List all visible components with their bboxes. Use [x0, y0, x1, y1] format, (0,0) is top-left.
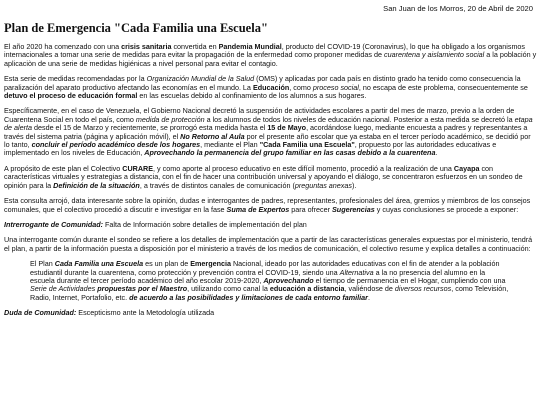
- text-run: proceso social: [312, 82, 359, 92]
- text-run: .: [435, 148, 438, 158]
- text-run: diversos recursos: [394, 284, 452, 294]
- text-run: , producto del COVID-19 (Coronavirus), lo que ha obligado a los organismos internacionales a tomar una serie de medidas para evitar la propagación de la enfermedad como proponer medidas de: [4, 42, 526, 60]
- text-run: Escepticismo ante la Metodología utilizada: [76, 308, 215, 318]
- text-run: Falta de Información sobre detalles de implementación del plan: [103, 219, 307, 229]
- text-run: Cayapa: [453, 163, 480, 173]
- document-body: [4, 43, 537, 325]
- text-run: , como Televisión, Radio, Internet, Portafolio, etc.: [30, 284, 509, 302]
- text-run: , acordándose luego, mediante encuesta a padres y representantes a través del sistema patria (página y aplicación móvil), el: [4, 123, 528, 141]
- text-run: Aprovechando: [263, 275, 314, 285]
- text-run: Suma de Expertos: [226, 204, 290, 214]
- text-run: propuestas por el Maestro: [97, 284, 188, 294]
- text-run: , como: [289, 82, 313, 92]
- text-run: Una interrogante común durante el sondeo se refiere a los detalles de implementación que a partir de las características generales expuestas por el ministerio, tendrá el plan, a partir de la información puesta a disposición por el ministerio a través de los medios de comunicación, el colectivo resume y explica detalles a continuación:: [4, 235, 533, 253]
- text-run: crisis sanitaria: [121, 42, 172, 51]
- text-run: Nacional, ideado por las autoridades educativas con el fin de atender a la población estudiantil durante la cuarentena, como protección y prevención contra el COVID-19, siendo una: [30, 259, 500, 277]
- text-run: No Retorno al Aula: [180, 131, 245, 141]
- date-line: San Juan de los Morros, 20 de Abril de 2020: [383, 4, 533, 13]
- text-run: concluir el período académico desde los hogares: [31, 140, 201, 150]
- text-run: El año 2020 ha comenzado con una: [4, 42, 122, 51]
- text-run: en las escuelas debido al confinamiento de los alumnos a sus hogares.: [137, 91, 367, 101]
- paragraph-consulta: [4, 197, 537, 214]
- text-run: Intrerrogante de Comunidad:: [4, 219, 104, 229]
- text-run: El Plan: [30, 259, 55, 269]
- text-run: Duda de Comunidad:: [4, 308, 77, 318]
- paragraph-explicacion: [4, 236, 537, 253]
- text-run: cuarentena y aislamiento social: [383, 50, 485, 60]
- text-run: Emergencia: [190, 259, 231, 269]
- paragraph-interrogante: [4, 221, 537, 229]
- text-run: medida de protección: [135, 114, 205, 124]
- text-run: Alternativa: [339, 267, 374, 277]
- text-run: de acuerdo a las posibilidades y limitaciones de cada entorno familiar: [129, 292, 368, 302]
- text-run: el tiempo de permanencia en el Hogar, cumpliendo con una: [313, 275, 506, 285]
- text-run: , no escapa de este problema, consecuentemente se: [358, 82, 528, 92]
- paragraph-intro: [4, 43, 537, 68]
- text-run: Esta consulta arrojó, data interesante sobre la opinión, dudas e interrogantes de padres, representantes, profesionales del área, gremios y miembros de los consejos comunales, que el colectivo procedió a discutir e investigar en la fase: [4, 196, 531, 214]
- text-run: a la población y aplicaciòn de una serie de medidas higiénicas a nivel personal para evitar el contagio.: [4, 50, 537, 68]
- blockquote-plan: [30, 260, 510, 302]
- paragraph-duda: [4, 309, 537, 317]
- text-run: Definición de la situación: [53, 180, 140, 190]
- text-run: desde el 15 de Marzo y recientemente, se prorrogó esta medida hasta el: [31, 123, 268, 133]
- text-run: convertida en: [171, 42, 219, 51]
- text-run: por el presente año escolar que ya estaba en el tercer período académico, se decidió por lo tanto,: [4, 131, 531, 150]
- text-run: y cuyas conclusiones se procede a exponer:: [374, 204, 519, 214]
- text-run: 15 de Mayo: [267, 123, 307, 133]
- text-run: etapa de alerta: [4, 114, 533, 133]
- text-run: educación a distancia: [269, 284, 345, 294]
- text-run: Específicamente, en el caso de Venezuela, el Gobierno Nacional decretó la suspensión de actividades escolares a partir del mes de marzo, previo a la orden de Cuarentena Social en todo el país, como: [4, 106, 515, 124]
- paragraph-venezuela: [4, 107, 537, 157]
- text-run: Cada Familia una Escuela: [54, 259, 144, 269]
- text-run: .: [367, 292, 370, 302]
- text-run: a los alumnos de todos los niveles de educación nacional. Posterior a esta medida se decretó la: [204, 114, 515, 124]
- text-run: , utilizando como canal la: [187, 284, 270, 294]
- text-run: (OMS) y aplicadas por cada país en distinto grado ha tenido como consecuencia la paralización del aparato productivo afectando las economías en el mundo. La: [4, 74, 521, 92]
- text-run: , a través de distintos canales de comunicación (: [139, 180, 295, 190]
- text-run: Esta serie de medidas recomendadas por la: [4, 74, 147, 84]
- text-run: , propuesto por las autoridades educativas e implementado en los niveles de Educación,: [4, 140, 497, 158]
- text-run: detuvo el proceso de educación formal: [4, 91, 138, 101]
- paragraph-curare: [4, 165, 537, 190]
- text-run: con características virtuales y estrategias a distancia, con el fin de hacer una contribución universal y apoyando el diálogo, se concentraron esfuerzos en un sondeo de opinión para la: [4, 163, 523, 190]
- text-run: Serie de Actividades: [30, 284, 96, 294]
- text-run: es un plan de: [143, 259, 191, 269]
- text-run: a la no presencia del alumno en la escuela durante el tercer período académico del año escolar 2019-2020,: [30, 267, 486, 285]
- text-run: Organización Mundial de la Salud: [146, 74, 255, 84]
- text-run: Pandemia Mundial: [218, 42, 282, 51]
- text-run: para ofrecer: [289, 204, 333, 214]
- text-run: A propósito de este plan el Colectivo: [4, 163, 123, 173]
- text-run: , valiéndose de: [344, 284, 395, 294]
- text-run: Aprovechando la permanencia del grupo familiar en las casas debido a la cuarentena: [144, 148, 436, 158]
- text-run: CURARE: [122, 163, 154, 173]
- text-run: preguntas anexas: [294, 180, 352, 190]
- text-run: ).: [352, 180, 357, 190]
- document-title: Plan de Emergencia "Cada Familia una Escuela": [4, 21, 268, 35]
- text-run: Sugerencias: [332, 204, 375, 214]
- text-run: Educación: [252, 82, 290, 92]
- text-run: "Cada Familia una Escuela": [259, 140, 355, 150]
- paragraph-oms: [4, 75, 537, 100]
- text-run: , mediante el Plan: [200, 140, 260, 150]
- text-run: , y como aporte al proceso educativo en este difícil momento, procedió a la realización de una: [153, 163, 454, 173]
